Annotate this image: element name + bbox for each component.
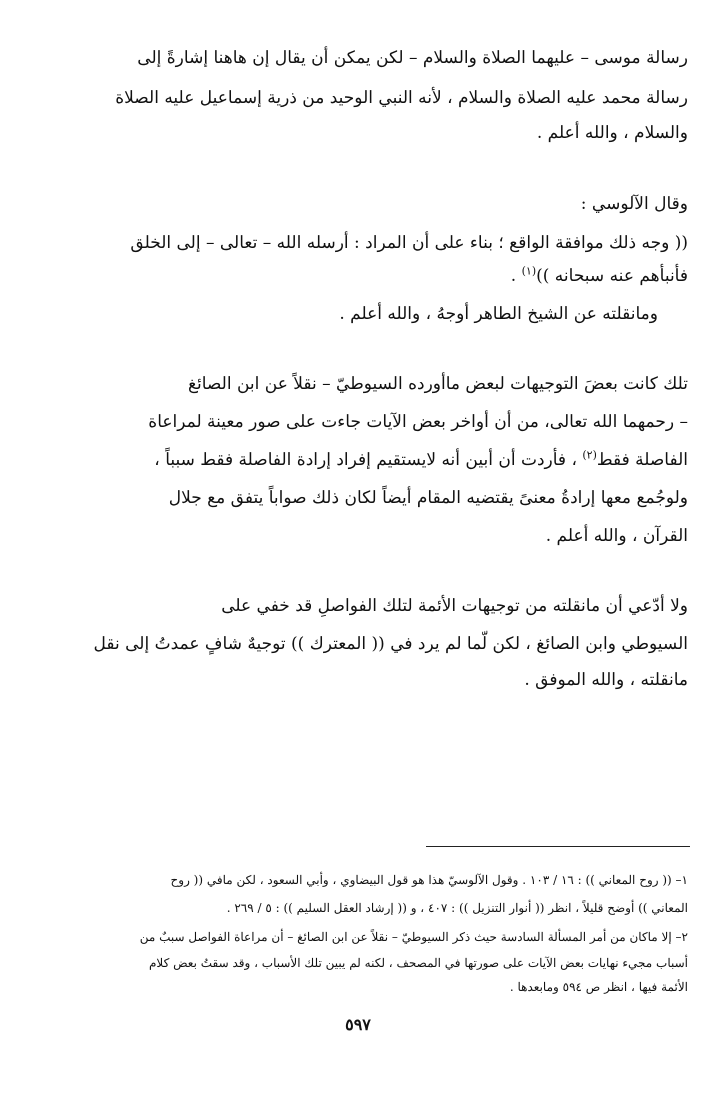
paragraph-3-line-3 xyxy=(98,448,688,472)
alusi-quote-text: فأنبأهم عنه سبحانه )) xyxy=(536,266,688,286)
alusi-closing: ومانقلته عن الشيخ الطاهر أوجهُ ، والله أعلم . xyxy=(339,304,658,324)
alusi-quote-line-1: (( وجه ذلك موافقة الواقع ؛ بناء على أن المراد : أرسله الله – تعالى – إلى الخلق xyxy=(130,233,688,253)
paragraph-1-line-2: رسالة محمد عليه الصلاة والسلام ، لأنه النبي الوحيد من ذرية إسماعيل عليه الصلاة xyxy=(115,88,688,108)
footnote-ref-1: (١) xyxy=(521,264,537,278)
paragraph-1-line-3: والسلام ، والله أعلم . xyxy=(536,123,688,143)
footnote-1-line-2: المعاني )) أوضح قليلاً ، انظر (( أنوار التنزيل )) : ٤٠٧ ، و (( إرشاد العقل السليم )) : ٥ / ٢٦٩ . xyxy=(226,901,688,915)
paragraph-3-line-3-end: ، فأردت أن أبين أنه لايستقيم إفراد إرادة الفاصلة فقط سبباً ، xyxy=(154,450,583,470)
paragraph-3-line-1: تلك كانت بعضَ التوجيهات لبعض ماأورده السيوطيّ – نقلاً عن ابن الصائغ xyxy=(187,374,688,394)
footnote-ref-2: (٢) xyxy=(582,448,597,462)
footnote-2-line-3: الأئمة فيها ، انظر ص ٥٩٤ ومابعدها . xyxy=(509,980,688,994)
alusi-quote-end: . xyxy=(510,266,522,286)
footnote-separator xyxy=(426,846,690,847)
paragraph-4-line-2: السيوطي وابن الصائغ ، لكن لّما لم يرد في (( المعترك )) توجيهٌ شافٍ عمدتُ إلى نقل xyxy=(93,634,688,654)
footnote-1-line-1: ١– (( روح المعاني )) : ١٦ / ١٠٣ . وقول الآلوسيّ هذا هو قول البيضاوي ، وأبي السعود ، لكن مافي (( روح xyxy=(170,873,688,887)
paragraph-4-line-1: ولا أدّعي أن مانقلته من توجيهات الأئمة لتلك الفواصلِ قد خفي على xyxy=(221,596,688,616)
footnote-2-line-2: أسباب مجيء نهايات بعض الآيات على صورتها في المصحف ، لكنه لم يبين تلك الأسباب ، وقد سقتُ بعض كلام xyxy=(148,956,688,970)
page-number: ٥٩٧ xyxy=(345,1015,371,1034)
footnote-2-line-1: ٢– إلا ماكان من أمر المسألة السادسة حيث ذكر السيوطيّ – نقلاً عن ابن الصائغ – أن مراعاة الفواصل سببٌ من xyxy=(139,930,688,944)
paragraph-3-line-5: القرآن ، والله أعلم . xyxy=(545,526,688,546)
paragraph-3-line-3-start: الفاصلة فقط xyxy=(596,450,688,470)
paragraph-3-line-2: – رحمهما الله تعالى، من أن أواخر بعض الآيات جاءت على صور معينة لمراعاة xyxy=(148,412,688,432)
paragraph-3-line-4: ولوجُمع معها إرادةُ معنىً يقتضيه المقام أيضاً لكان ذلك صواباً يتفق مع جلال xyxy=(168,488,688,508)
alusi-intro: وقال الآلوسي : xyxy=(580,194,688,214)
alusi-quote-line-2 xyxy=(98,264,688,288)
paragraph-4-line-3: مانقلته ، والله الموفق . xyxy=(524,670,688,690)
paragraph-1-line-1: رسالة موسى – عليهما الصلاة والسلام – لكن يمكن أن يقال إن هاهنا إشارةً إلى xyxy=(137,48,688,68)
